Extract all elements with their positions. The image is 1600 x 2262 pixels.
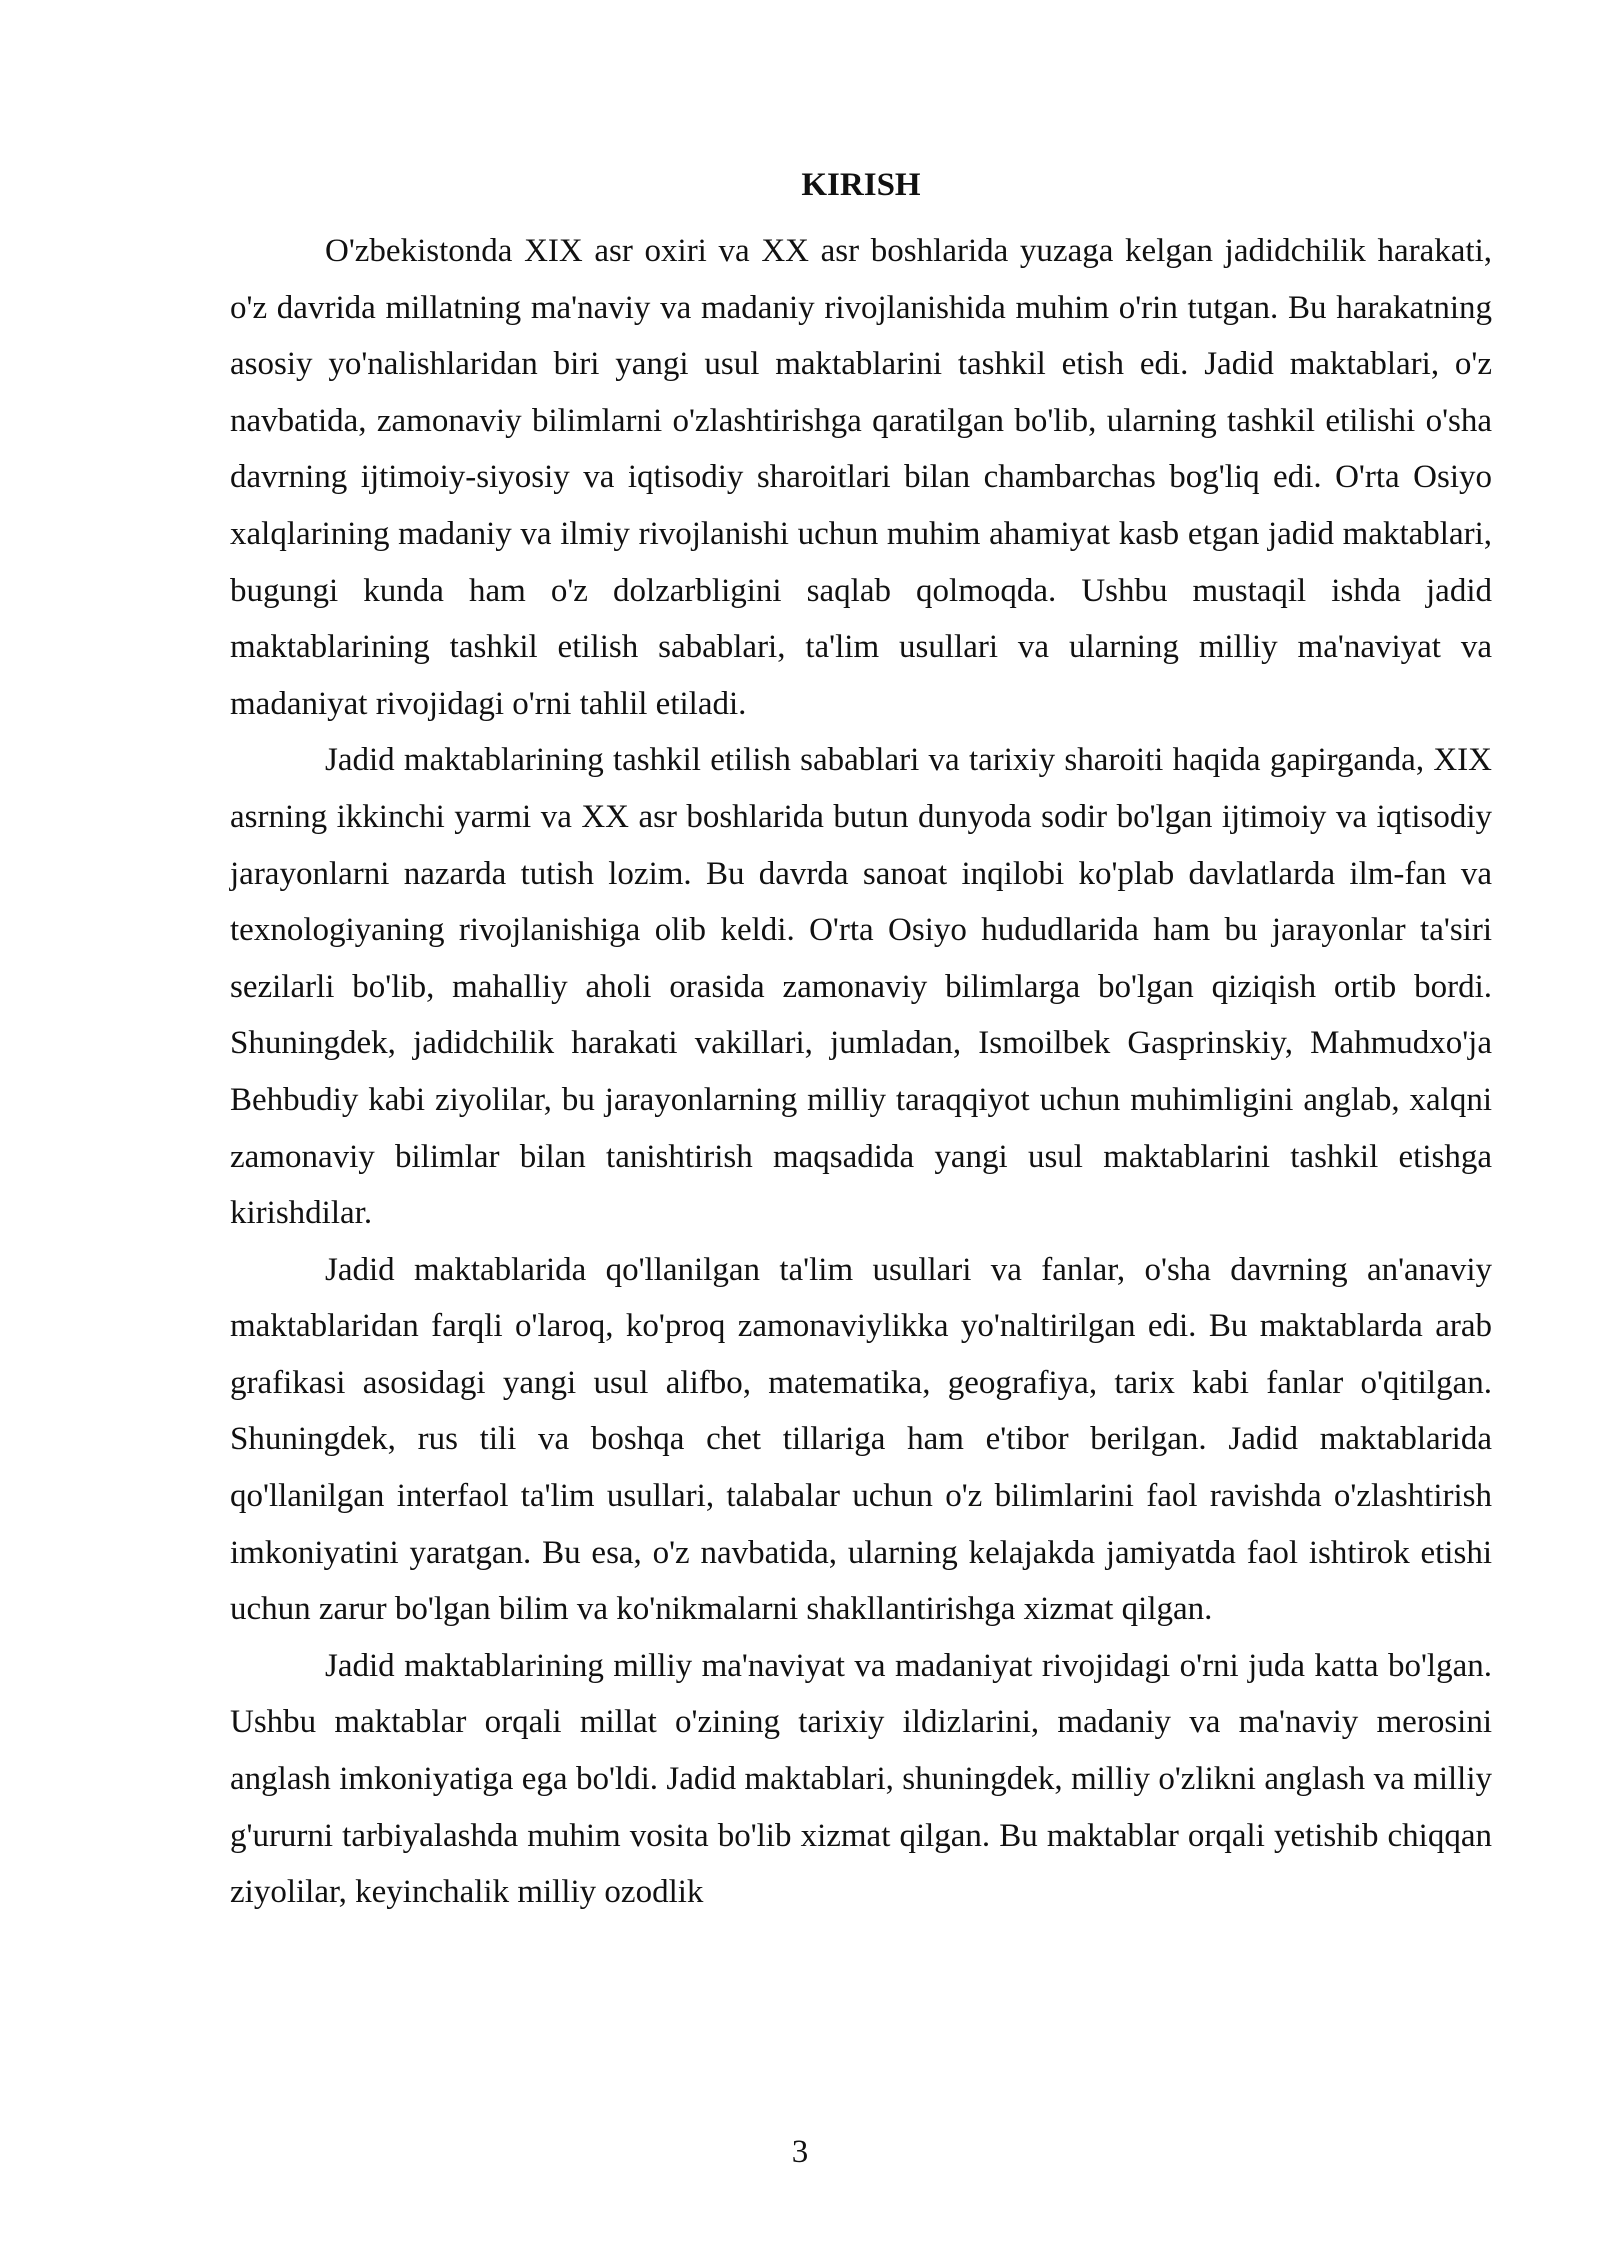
- paragraph-2: Jadid maktablarining tashkil etilish sabablari va tarixiy sharoiti haqida gapirganda, XIX asrning ikkinchi yarmi va XX asr boshlarida butun dunyoda sodir bo'lgan ijtimoiy va iqtisodiy jarayonlarni nazarda tutish lozim. Bu davrda sanoat inqilobi ko'plab davlatlarda ilm-fan va texnologiyaning rivojlanishiga olib keldi. O'rta Osiyo hududlarida ham bu jarayonlar ta'siri sezilarli bo'lib, mahalliy aholi orasida zamonaviy bilimlarga bo'lgan qiziqish ortib bordi. Shuningdek, jadidchilik harakati vakillari, jumladan, Ismoilbek Gasprinskiy, Mahmudxo'ja Behbudiy kabi ziyolilar, bu jarayonlarning milliy taraqqiyot uchun muhimligini anglab, xalqni zamonaviy bilimlar bilan tanishtirish maqsadida yangi usul maktablarini tashkil etishga kirishdilar.: [230, 742, 1492, 1232]
- document-page: [230, 165, 1492, 1921]
- paragraph-1: O'zbekistonda XIX asr oxiri va XX asr boshlarida yuzaga kelgan jadidchilik harakati, o'z davrida millatning ma'naviy va madaniy rivojlanishida muhim o'rin tutgan. Bu harakatning asosiy yo'nalishlaridan biri yangi usul maktablarini tashkil etish edi. Jadid maktablari, o'z navbatida, zamonaviy bilimlarni o'zlashtirishga qaratilgan bo'lib, ularning tashkil etilishi o'sha davrning ijtimoiy-siyosiy va iqtisodiy sharoitlari bilan chambarchas bog'liq edi. O'rta Osiyo xalqlarining madaniy va ilmiy rivojlanishi uchun muhim ahamiyat kasb etgan jadid maktablari, bugungi kunda ham o'z dolzarbligini saqlab qolmoqda. Ushbu mustaqil ishda jadid maktablarining tashkil etilish sabablari, ta'lim usullari va ularning milliy ma'naviyat va madaniyat rivojidagi o'rni tahlil etiladi.: [230, 233, 1492, 722]
- page-title: KIRISH: [801, 167, 921, 203]
- paragraph-3: Jadid maktablarida qo'llanilgan ta'lim usullari va fanlar, o'sha davrning an'anaviy maktablaridan farqli o'laroq, ko'proq zamonaviylikka yo'naltirilgan edi. Bu maktablarda arab grafikasi asosidagi yangi usul alifbo, matematika, geografiya, tarix kabi fanlar o'qitilgan. Shuningdek, rus tili va boshqa chet tillariga ham e'tibor berilgan. Jadid maktablarida qo'llanilgan interfaol ta'lim usullari, talabalar uchun o'z bilimlarini faol ravishda o'zlashtirish imkoniyatini yaratgan. Bu esa, o'z navbatida, ularning kelajakda jamiyatda faol ishtirok etishi uchun zarur bo'lgan bilim va ko'nikmalarni shakllantirishga xizmat qilgan.: [230, 1251, 1492, 1628]
- page-number: 3: [791, 2134, 809, 2170]
- paragraph-4: Jadid maktablarining milliy ma'naviyat va madaniyat rivojidagi o'rni juda katta bo'lgan. Ushbu maktablar orqali millat o'zining tarixiy ildizlarini, madaniy va ma'naviy merosini anglash imkoniyatiga ega bo'ldi. Jadid maktablari, shuningdek, milliy o'zlikni anglash va milliy g'ururni tarbiyalashda muhim vosita bo'lib xizmat qilgan. Bu maktablar orqali yetishib chiqqan ziyolilar, keyinchalik milliy ozodlik: [230, 1647, 1492, 1911]
